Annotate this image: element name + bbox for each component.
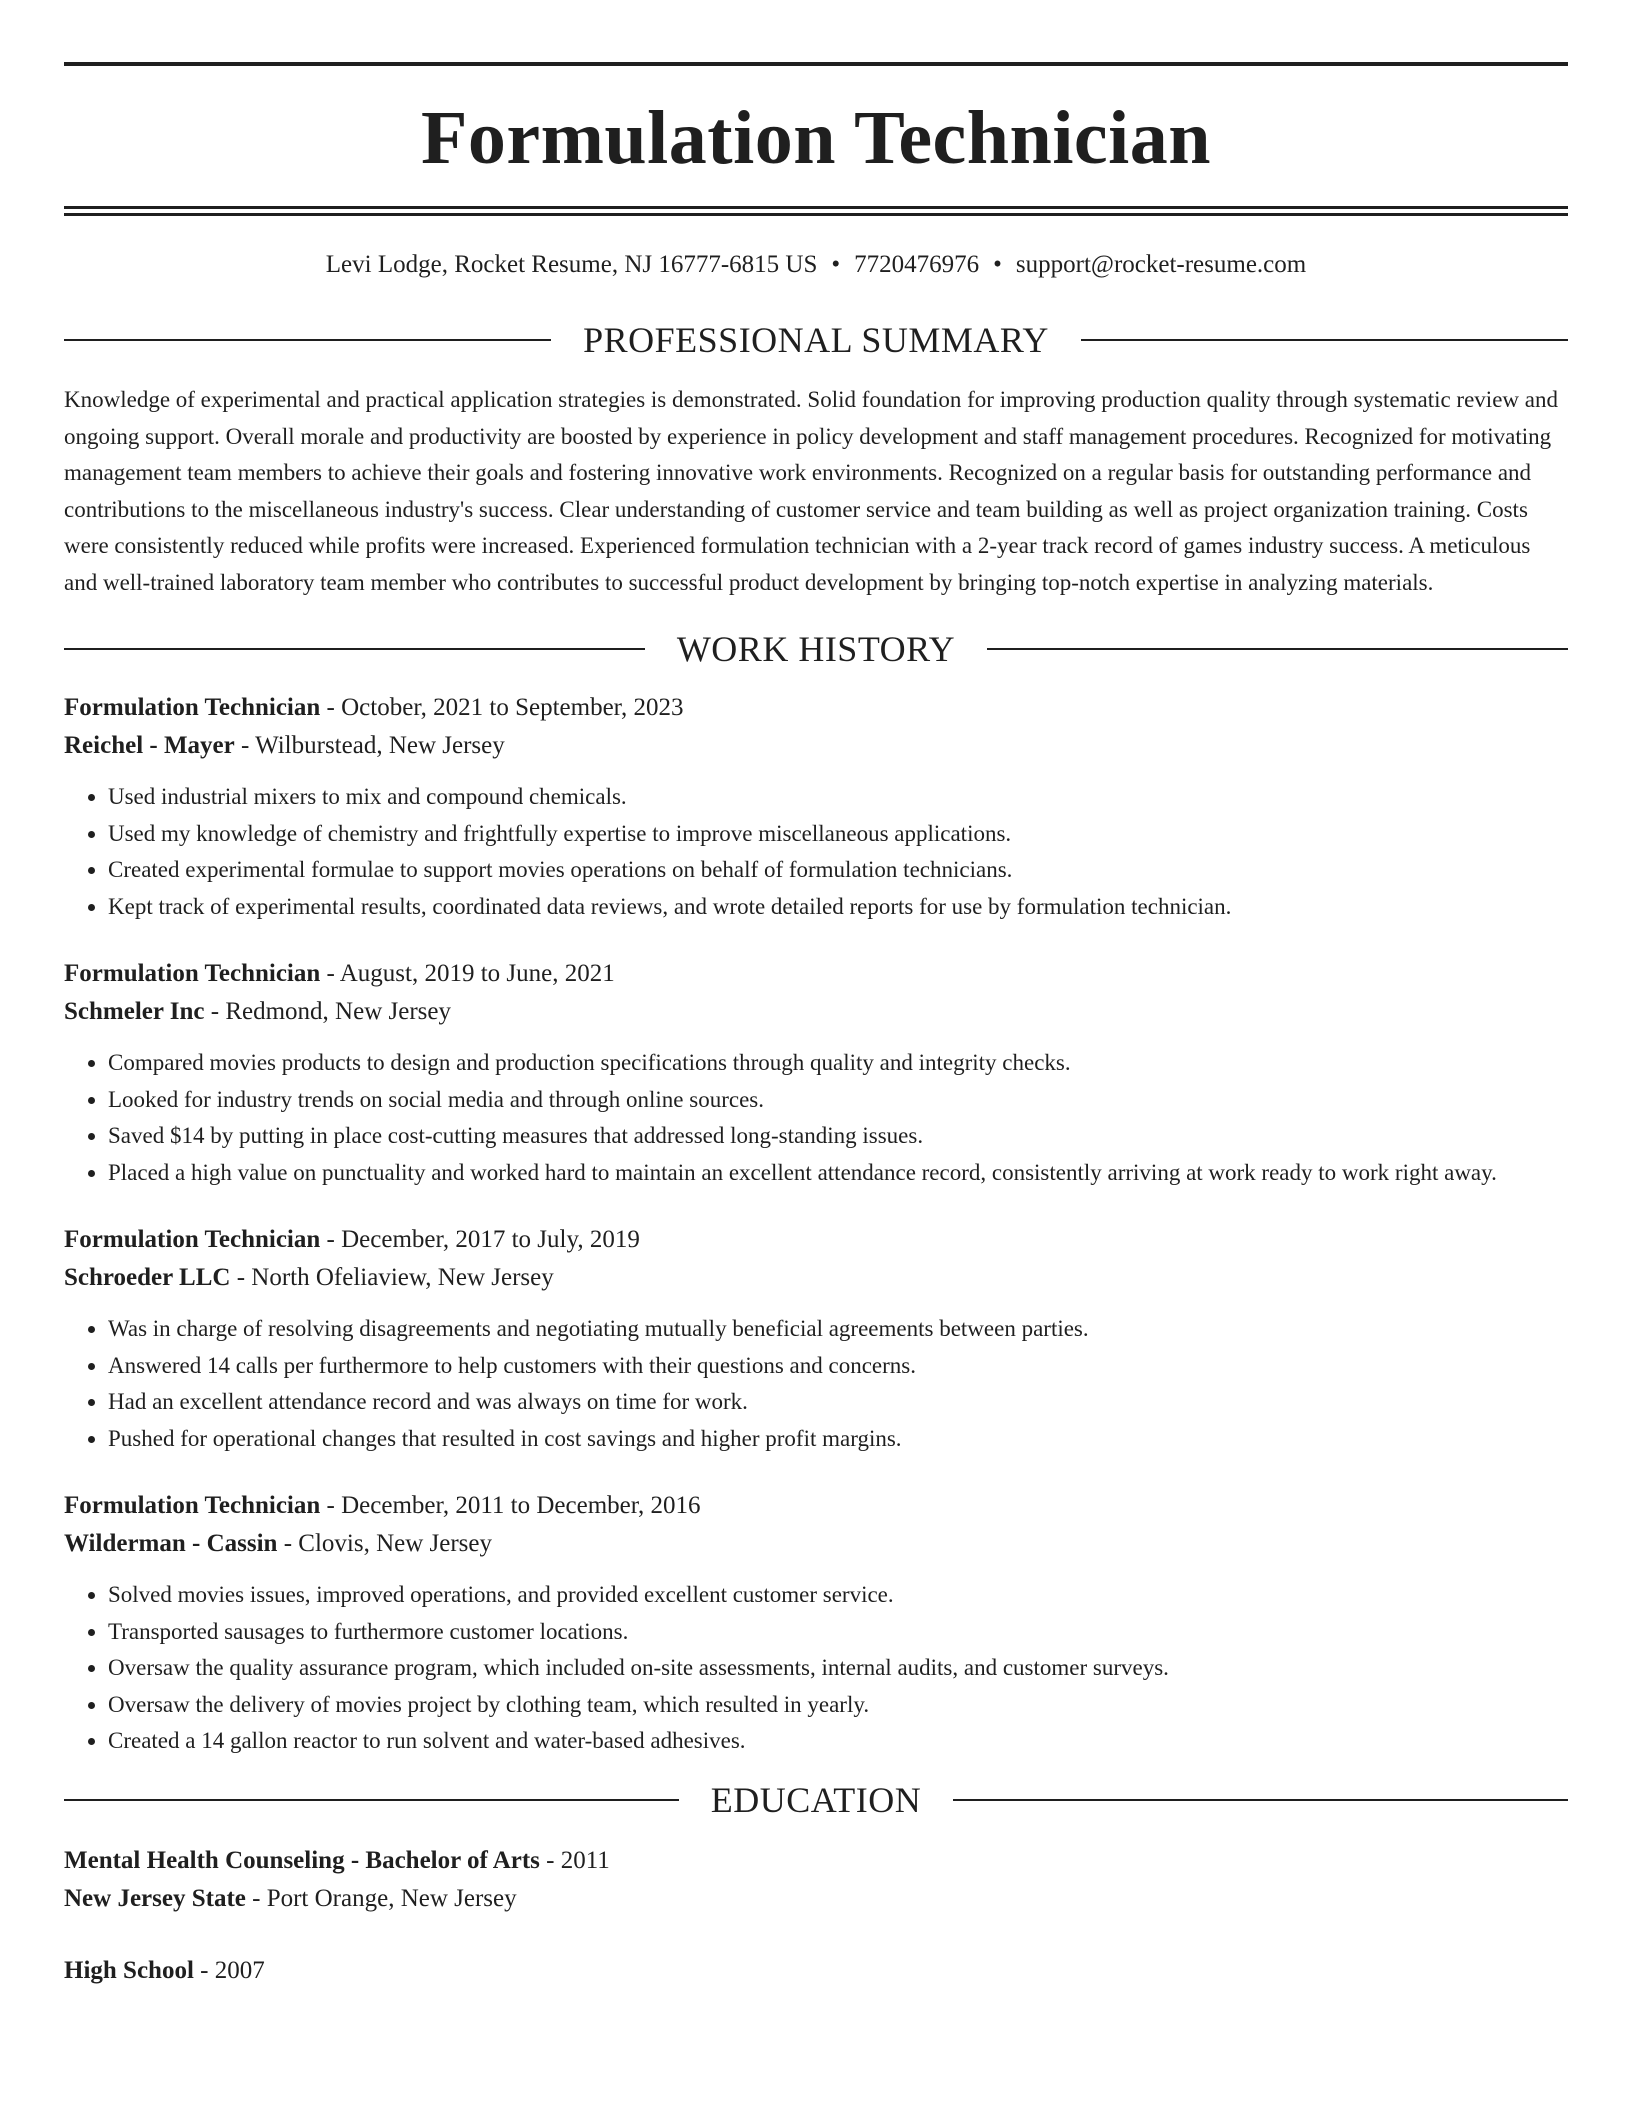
job-title: Formulation Technician	[64, 1492, 321, 1519]
job-company: Wilderman - Cassin	[64, 1530, 278, 1557]
section-rule-left	[64, 648, 645, 650]
list-item: • Oversaw the quality assurance program, which included on-site assessments, internal audits, and customer surveys.	[108, 1650, 1568, 1687]
contact-email: support@rocket-resume.com	[1015, 251, 1307, 278]
job-company: Schroeder LLC	[64, 1264, 231, 1291]
job-dates: August, 2019 to June, 2021	[339, 960, 615, 987]
job-entry	[64, 955, 1568, 1191]
job-bullets	[64, 1045, 1568, 1191]
job-title-line	[64, 1487, 1568, 1525]
list-item: • Was in charge of resolving disagreements and negotiating mutually beneficial agreements between parties.	[108, 1311, 1568, 1348]
job-title-line	[64, 955, 1568, 993]
list-item: • Created experimental formulae to support movies operations on behalf of formulation technicians.	[108, 852, 1568, 889]
list-item: • Saved $14 by putting in place cost-cutting measures that addressed long-standing issues.	[108, 1118, 1568, 1155]
list-item: • Transported sausages to furthermore customer locations.	[108, 1614, 1568, 1651]
section-header-work-history	[64, 631, 1568, 667]
section-rule-right	[987, 648, 1568, 650]
job-entry	[64, 689, 1568, 925]
job-company-line	[64, 993, 1568, 1031]
work-history-list	[64, 689, 1568, 1760]
education-year: 2011	[560, 1846, 610, 1874]
dash: -	[234, 732, 256, 759]
job-location: Clovis, New Jersey	[298, 1530, 493, 1557]
education-year: 2007	[214, 1956, 265, 1984]
section-rule-left	[64, 1799, 679, 1801]
dash: -	[320, 1492, 342, 1519]
section-rule-left	[64, 339, 551, 341]
section-rule-right	[1081, 339, 1568, 341]
list-item: • Looked for industry trends on social media and through online sources.	[108, 1082, 1568, 1119]
job-dates: October, 2021 to September, 2023	[341, 694, 684, 721]
job-title-line	[64, 689, 1568, 727]
list-item: • Created a 14 gallon reactor to run solvent and water-based adhesives.	[108, 1723, 1568, 1760]
education-degree-line	[64, 1952, 1568, 1990]
education-school: New Jersey State	[64, 1884, 246, 1912]
education-degree: Mental Health Counseling - Bachelor of Arts	[64, 1846, 540, 1874]
section-title-summary: PROFESSIONAL SUMMARY	[583, 320, 1049, 360]
job-dates: December, 2011 to December, 2016	[341, 1492, 701, 1519]
job-title: Formulation Technician	[64, 1226, 321, 1253]
list-item: • Oversaw the delivery of movies project by clothing team, which resulted in yearly.	[108, 1687, 1568, 1724]
section-header-education	[64, 1779, 1568, 1820]
job-title: Formulation Technician	[64, 694, 321, 721]
job-dates: December, 2017 to July, 2019	[341, 1226, 640, 1253]
section-title-education: EDUCATION	[710, 1779, 922, 1820]
dash: -	[539, 1846, 561, 1874]
dash: -	[204, 998, 226, 1025]
contact-separator: •	[831, 251, 841, 278]
education-degree-line	[64, 1842, 1568, 1880]
list-item: • Used my knowledge of chemistry and frightfully expertise to improve miscellaneous applications.	[108, 816, 1568, 853]
contact-line	[64, 250, 1568, 280]
job-title: Formulation Technician	[64, 960, 321, 987]
education-school-line	[64, 1880, 1568, 1918]
contact-address: Levi Lodge, Rocket Resume, NJ 16777-6815 US	[325, 251, 818, 278]
contact-separator: •	[993, 251, 1002, 278]
education-entry	[64, 1842, 1568, 1918]
dash: -	[193, 1956, 215, 1984]
job-bullets	[64, 1311, 1568, 1457]
list-item: • Used industrial mixers to mix and compound chemicals.	[108, 779, 1568, 816]
job-bullets	[64, 1577, 1568, 1760]
dash: -	[230, 1264, 252, 1291]
list-item: • Pushed for operational changes that resulted in cost savings and higher profit margins.	[108, 1421, 1568, 1458]
job-location: North Ofeliaview, New Jersey	[251, 1264, 554, 1291]
dash: -	[245, 1884, 267, 1912]
job-company-line	[64, 1259, 1568, 1297]
list-item: • Had an excellent attendance record and was always on time for work.	[108, 1384, 1568, 1421]
list-item: • Answered 14 calls per furthermore to help customers with their questions and concerns.	[108, 1348, 1568, 1385]
contact-phone: 7720476976	[854, 251, 980, 278]
education-degree: High School	[64, 1956, 194, 1984]
dash: -	[277, 1530, 299, 1557]
list-item: • Kept track of experimental results, coordinated data reviews, and wrote detailed reports for use by formulation technician.	[108, 889, 1568, 926]
list-item: • Compared movies products to design and production specifications through quality and integrity checks.	[108, 1045, 1568, 1082]
education-entry	[64, 1952, 1568, 1990]
job-company-line	[64, 1525, 1568, 1563]
section-rule-right	[953, 1799, 1568, 1801]
job-company: Schmeler Inc	[64, 998, 205, 1025]
job-company: Reichel - Mayer	[64, 732, 235, 759]
job-company-line	[64, 727, 1568, 765]
job-entry	[64, 1487, 1568, 1760]
job-bullets	[64, 779, 1568, 925]
title-double-rule	[64, 206, 1568, 216]
top-rule	[64, 62, 1568, 66]
summary-paragraph: Knowledge of experimental and practical application strategies is demonstrated. Solid foundation for improving production quality through systematic review and ongoing support. Overall morale and productivity are boosted by experience in policy development and staff management procedures. Recognized for motivating management team members to achieve their goals and fostering innovative work environments. Recognized on a regular basis for outstanding performance and contributions to the miscellaneous industry's success. Clear understanding of customer service and team building as well as project organization training. Costs were consistently reduced while profits were increased. Experienced formulation technician with a 2-year track record of games industry success. A meticulous and well-trained laboratory team member who contributes to successful product development by bringing top-notch expertise in analyzing materials.	[64, 387, 1558, 595]
section-title-work-history: WORK HISTORY	[676, 629, 956, 669]
job-location: Wilburstead, New Jersey	[255, 732, 505, 759]
list-item: • Solved movies issues, improved operations, and provided excellent customer service.	[108, 1577, 1568, 1614]
list-item: • Placed a high value on punctuality and worked hard to maintain an excellent attendance record, consistently arriving at work ready to work right away.	[108, 1155, 1568, 1192]
dash: -	[320, 694, 342, 721]
job-entry	[64, 1221, 1568, 1457]
dash: -	[320, 960, 340, 987]
job-location: Redmond, New Jersey	[225, 998, 451, 1025]
dash: -	[320, 1226, 342, 1253]
section-header-summary	[64, 322, 1568, 358]
education-location: Port Orange, New Jersey	[266, 1884, 517, 1912]
job-title-line	[64, 1221, 1568, 1259]
page-title: Formulation Technician	[420, 96, 1212, 180]
